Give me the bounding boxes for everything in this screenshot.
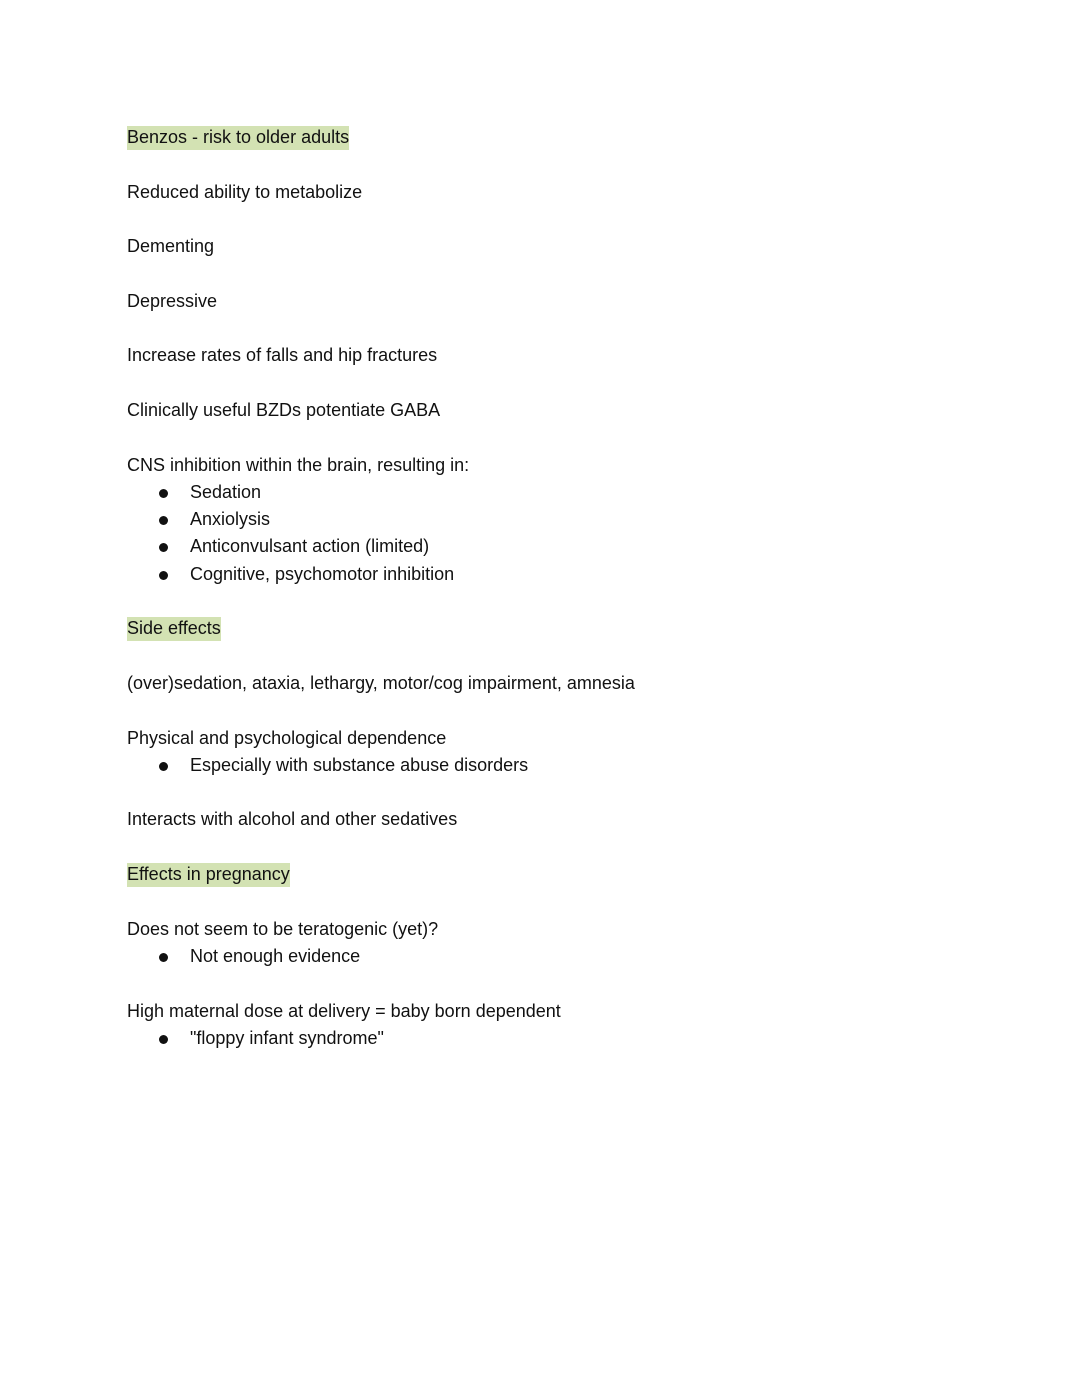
list-item xyxy=(127,479,987,506)
list-item xyxy=(127,561,987,588)
bullet-icon xyxy=(159,543,168,552)
list-item xyxy=(127,752,987,779)
bullet-icon xyxy=(159,489,168,498)
list-item xyxy=(127,1025,987,1052)
heading-highlight: Benzos - risk to older adults xyxy=(127,126,349,150)
list-item-text: Anxiolysis xyxy=(190,509,271,530)
maternal-dose-list xyxy=(127,1025,987,1052)
document-page xyxy=(127,124,987,1052)
list-item-text: Especially with substance abuse disorders xyxy=(190,754,529,775)
paragraph-gaba: Clinically useful BZDs potentiate GABA xyxy=(127,399,441,420)
teratogenic-list xyxy=(127,943,987,970)
paragraph-depressive: Depressive xyxy=(127,290,218,311)
cns-effects-list xyxy=(127,479,987,588)
paragraph-teratogenic: Does not seem to be teratogenic (yet)? xyxy=(127,918,439,939)
heading-highlight: Side effects xyxy=(127,617,221,641)
paragraph-interactions: Interacts with alcohol and other sedatives xyxy=(127,809,458,830)
list-item-text: Cognitive, psychomotor inhibition xyxy=(190,563,455,584)
paragraph-cns-inhibition: CNS inhibition within the brain, resulting in: xyxy=(127,454,470,475)
paragraph-metabolize: Reduced ability to metabolize xyxy=(127,181,363,202)
paragraph-dependence: Physical and psychological dependence xyxy=(127,727,447,748)
bullet-icon xyxy=(159,1035,168,1044)
list-item xyxy=(127,943,987,970)
bullet-icon xyxy=(159,516,168,525)
paragraph-falls: Increase rates of falls and hip fractures xyxy=(127,345,438,366)
dependence-list xyxy=(127,752,987,779)
list-item-text: Sedation xyxy=(190,481,262,502)
paragraph-maternal-dose: High maternal dose at delivery = baby born dependent xyxy=(127,1000,561,1021)
heading-highlight: Effects in pregnancy xyxy=(127,863,290,887)
list-item-text: Anticonvulsant action (limited) xyxy=(190,536,430,557)
section-heading-pregnancy xyxy=(127,861,987,888)
paragraph-dementing: Dementing xyxy=(127,236,215,257)
bullet-icon xyxy=(159,571,168,580)
list-item-text: Not enough evidence xyxy=(190,945,361,966)
list-item-text: "floppy infant syndrome" xyxy=(190,1027,384,1048)
list-item xyxy=(127,533,987,560)
section-heading-older-adults xyxy=(127,124,987,151)
bullet-icon xyxy=(159,762,168,771)
section-heading-side-effects xyxy=(127,615,987,642)
paragraph-side-effects-list: (over)sedation, ataxia, lethargy, motor/cog impairment, amnesia xyxy=(127,672,635,693)
bullet-icon xyxy=(159,953,168,962)
list-item xyxy=(127,506,987,533)
